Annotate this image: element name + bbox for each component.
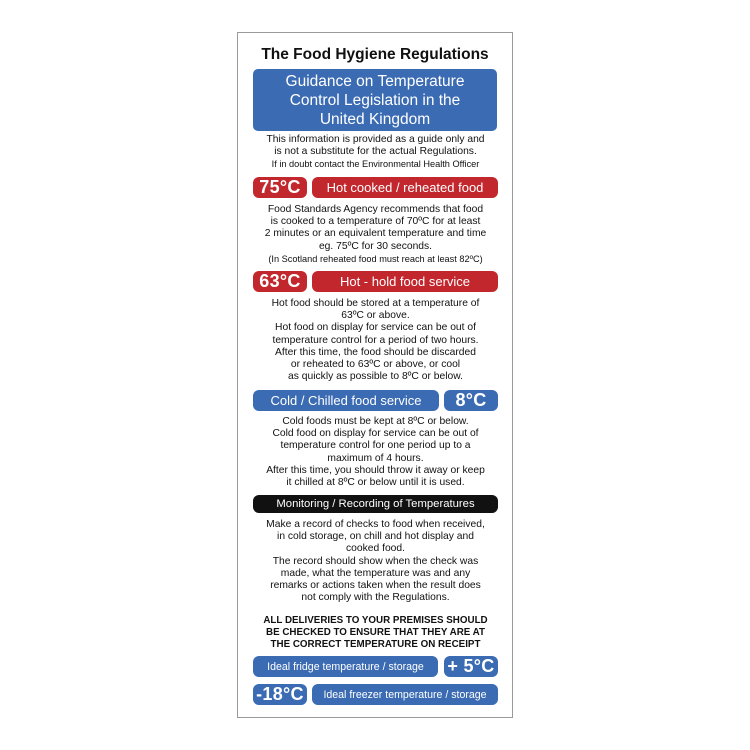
intro-text [245,134,506,171]
guidance-header [253,69,497,131]
deliveries-notice [245,615,506,652]
text-line: Hot food should be stored at a temperature of [271,298,480,309]
text-line: in cold storage, on chill and hot display and [277,531,474,543]
monitoring-label: Monitoring / Recording of Temperatures [253,495,498,513]
text-line: temperature control for a period of two hours. [272,334,479,346]
monitoring-text [245,519,506,604]
text-line: eg. 75ºC for 30 seconds. [318,240,433,252]
text-line: Cold foods must be kept at 8ºC or below. [282,416,469,427]
hot-hold-label: Hot - hold food service [312,271,498,292]
text-line: Make a record of checks to food when received, [266,519,485,530]
text-line: it chilled at 8ºC or below until it is used. [286,477,465,489]
cold-temp-badge: 8°C [444,390,498,411]
hot-cooked-label: Hot cooked / reheated food [312,177,498,198]
text-line: not comply with the Regulations. [301,592,450,604]
food-hygiene-sign [237,32,513,718]
text-line: temperature control for one period up to a [280,440,471,452]
cold-label: Cold / Chilled food service [253,390,439,411]
text-line: After this time, you should throw it away or keep [266,464,485,476]
text-line: Hot food on display for service can be out of [275,322,476,334]
hot-cooked-temp-badge: 75°C [253,177,307,198]
intro-line: This information is provided as a guide only and [266,134,485,145]
intro-line: is not a substitute for the actual Regulations. [274,146,477,158]
text-line: remarks or actions taken when the result does [270,580,481,592]
text-line: is cooked to a temperature of 70ºC for at least [270,216,481,228]
text-line: After this time, the food should be discarded [275,346,476,358]
guidance-header-line: United Kingdom [319,110,431,128]
hot-hold-text [245,298,506,383]
text-line: Food Standards Agency recommends that food [267,204,484,215]
text-line: made, what the temperature was and any [280,567,471,579]
intro-line: If in doubt contact the Environmental Health Officer [271,159,480,170]
guidance-header-line: Control Legislation in the [289,91,461,109]
text-line: 2 minutes or an equivalent temperature and time [264,228,487,240]
text-line: cooked food. [346,543,405,555]
text-line: 63ºC or above. [341,310,410,322]
text-line: maximum of 4 hours. [327,452,424,464]
text-line: ALL DELIVERIES TO YOUR PREMISES SHOULD [263,615,488,626]
text-line: THE CORRECT TEMPERATURE ON RECEIPT [270,639,481,651]
cold-text [245,416,506,489]
text-line: or reheated to 63ºC or above, or cool [290,359,461,371]
hot-hold-temp-badge: 63°C [253,271,307,292]
freezer-label: Ideal freezer temperature / storage [312,684,498,705]
fridge-temp-badge: + 5°C [444,656,498,677]
text-line: The record should show when the check was [272,555,479,567]
text-line: BE CHECKED TO ENSURE THAT THEY ARE AT [266,627,485,639]
guidance-header-line: Guidance on Temperature [285,72,465,90]
text-line: as quickly as possible to 8ºC or below. [288,371,463,383]
sign-title: The Food Hygiene Regulations [261,46,489,63]
text-line: Cold food on display for service can be out of [272,428,479,440]
freezer-temp-badge: -18°C [253,684,307,705]
hot-cooked-text [245,204,506,265]
fridge-label: Ideal fridge temperature / storage [253,656,438,677]
scotland-note: (In Scotland reheated food must reach at least 82ºC) [268,253,483,264]
